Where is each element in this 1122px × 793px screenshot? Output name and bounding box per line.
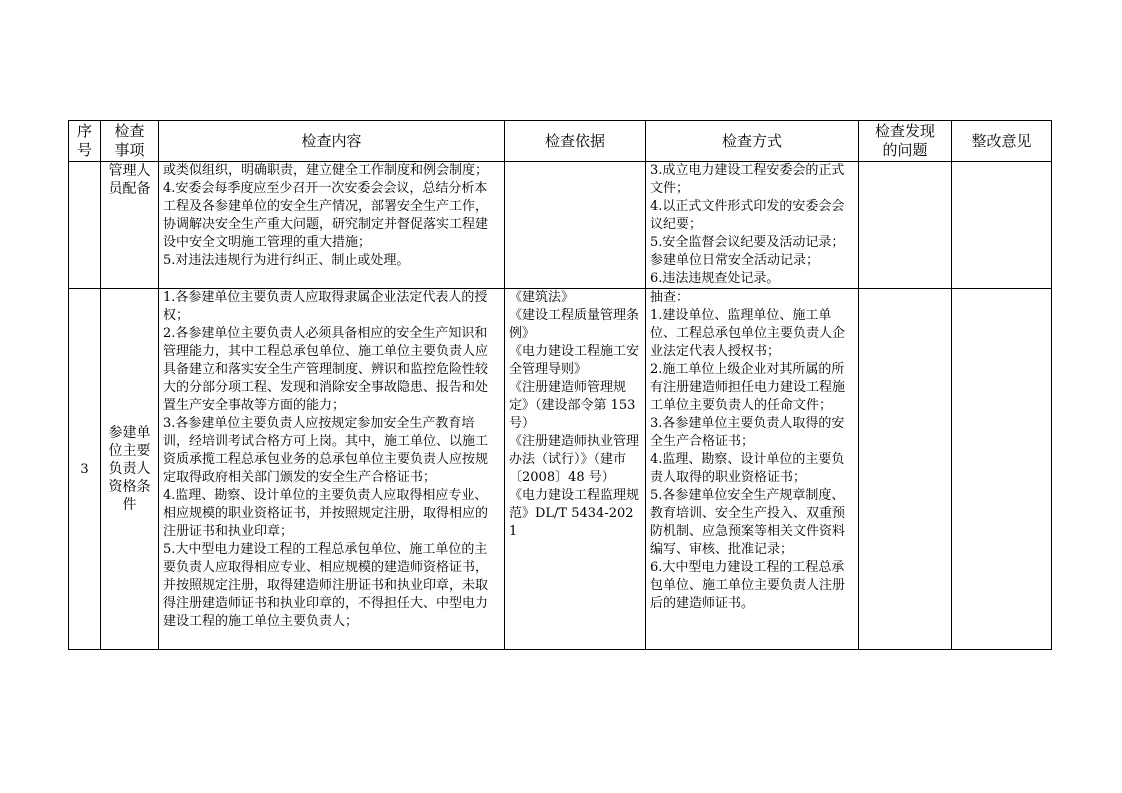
cell-basis	[505, 289, 646, 650]
method-line: 4.以正式文件形式印发的安委会会议纪要；	[650, 199, 845, 232]
item-line: 件	[122, 497, 137, 513]
method-line: 3.成立电力建设工程安委会的正式文件；	[650, 163, 845, 196]
cell-method	[646, 162, 859, 289]
inspection-table	[68, 120, 1052, 650]
content-line: 4.安委会每季度应至少召开一次安委会会议，总结分析本工程及各参建单位的安全生产情况，部署安全生产工作，协调解决安全生产重大问题，研究制定并督促落实工程建设中安全文明施工管理的重大措施；	[163, 181, 489, 250]
item-line: 位主要	[108, 443, 151, 459]
header-item	[101, 121, 159, 162]
table-header-row	[69, 121, 1052, 162]
content-line: 1.各参建单位主要负责人应取得隶属企业法定代表人的授权；	[163, 290, 488, 323]
header-problems-line: 的问题	[882, 141, 928, 159]
table-row	[69, 289, 1052, 650]
header-problems-line: 检查发现	[874, 122, 935, 140]
item-line: 资格条	[108, 479, 151, 495]
header-basis: 检查依据	[505, 121, 646, 162]
content-line: 3.各参建单位主要负责人应按规定参加安全生产教育培训，经培训考试合格方可上岗。其中，施工单位、以施工资质承揽工程总承包业务的总承包单位主要负责人应按规定取得政府相关部门颁发的安全生产合格证书；	[163, 416, 489, 485]
item-line: 负责人	[108, 461, 151, 477]
header-item-line: 事项	[114, 141, 145, 159]
cell-problems	[859, 289, 952, 650]
item-line: 参建单	[108, 425, 151, 441]
cell-item	[101, 289, 159, 650]
content-line: 5.对违法违规行为进行纠正、制止或处理。	[163, 253, 410, 268]
content-line: 或类似组织，明确职责，建立健全工作制度和例会制度；	[163, 163, 489, 178]
content-line: 2.各参建单位主要负责人必须具备相应的安全生产知识和管理能力，其中工程总承包单位、施工单位主要负责人应具备建立和落实安全生产管理制度、辨识和监控危险性较大的分部分项工程、发现和消除安全事故隐患、报告和处置生产安全事故等方面的能力；	[163, 326, 489, 413]
cell-rectify	[952, 162, 1052, 289]
cell-seq: 3	[69, 289, 101, 650]
method-line: 抽查：	[650, 290, 690, 305]
cell-seq	[69, 162, 101, 289]
cell-method	[646, 289, 859, 650]
method-line: 2.施工单位上级企业对其所属的所有注册建造师担任电力建设工程施工单位主要负责人的任命文件；	[650, 362, 846, 413]
table-row	[69, 162, 1052, 289]
content-line: 4.监理、勘察、设计单位的主要负责人应取得相应专业、相应规模的职业资格证书，并按照规定注册，取得相应的注册证书和执业印章；	[163, 488, 489, 539]
basis-line: 《注册建造师管理规定》（建设部令第 153 号）	[509, 380, 636, 431]
basis-line: 《电力建设工程施工安全管理导则》	[509, 344, 640, 377]
header-seq	[69, 121, 101, 162]
method-line: 4.监理、勘察、设计单位的主要负责人取得的职业资格证书；	[650, 452, 845, 485]
header-item-line: 检查	[114, 122, 145, 140]
method-line: 6.大中型电力建设工程的工程总承包单位、施工单位主要负责人注册后的建造师证书。	[650, 560, 846, 611]
header-content: 检查内容	[159, 121, 505, 162]
header-method: 检查方式	[646, 121, 859, 162]
cell-content	[159, 162, 505, 289]
method-line: 5.各参建单位安全生产规章制度、教育培训、安全生产投入、双重预防机制、应急预案等相关文件资料编写、审核、批准记录；	[650, 488, 846, 557]
content-line: 5.大中型电力建设工程的工程总承包单位、施工单位的主要负责人应取得相应专业、相应规模的建造师资格证书，并按照规定注册，取得建造师注册证书和执业印章，未取得注册建造师证书和执业印章的，不得担任大、中型电力建设工程的施工单位主要负责人；	[163, 542, 489, 629]
method-line: 3.各参建单位主要负责人取得的安全生产合格证书；	[650, 416, 845, 449]
basis-line: 《注册建造师执业管理办法（试行）》（建市〔2008〕48 号）	[509, 434, 640, 485]
method-line: 6.违法违规查处记录。	[650, 271, 780, 286]
header-seq-line: 序	[76, 122, 92, 140]
method-line: 1.建设单位、监理单位、施工单位、工程总承包单位主要负责人企业法定代表人授权书；	[650, 308, 846, 359]
header-seq-line: 号	[76, 141, 92, 159]
header-problems	[859, 121, 952, 162]
cell-basis	[505, 162, 646, 289]
cell-content	[159, 289, 505, 650]
basis-line: 《建筑法》	[509, 290, 575, 305]
basis-line: 《建设工程质量管理条例》	[509, 308, 640, 341]
item-line: 员配备	[108, 181, 151, 197]
item-line: 管理人	[108, 163, 151, 179]
header-rectify: 整改意见	[952, 121, 1052, 162]
method-line: 5.安全监督会议纪要及活动记录；参建单位日常安全活动记录；	[650, 235, 845, 268]
cell-problems	[859, 162, 952, 289]
basis-line: 《电力建设工程监理规范》DL/T 5434-2021	[509, 488, 640, 539]
cell-item	[101, 162, 159, 289]
cell-rectify	[952, 289, 1052, 650]
